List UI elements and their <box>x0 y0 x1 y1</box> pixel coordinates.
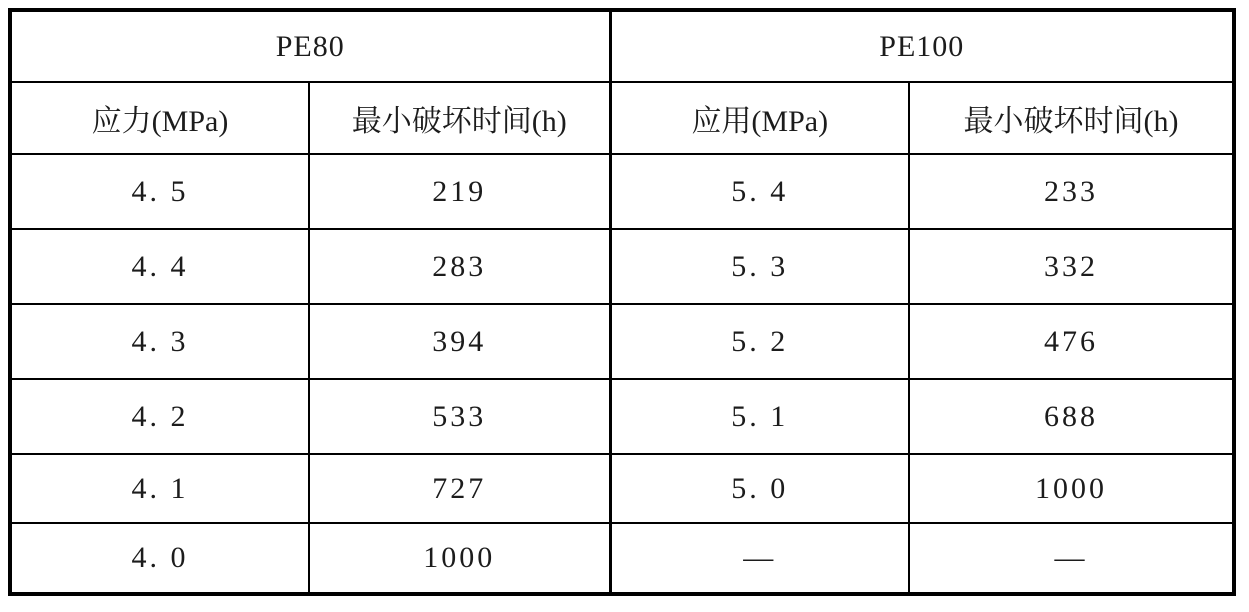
column-header-pe80-stress: 应力(MPa) <box>10 82 309 154</box>
table-cell: 219 <box>309 154 610 229</box>
table-cell: 476 <box>909 304 1234 379</box>
table-row <box>10 154 1234 229</box>
table-cell: — <box>610 523 909 594</box>
table-cell: 332 <box>909 229 1234 304</box>
table-cell: 1000 <box>909 454 1234 523</box>
table-cell: 5. 4 <box>610 154 909 229</box>
table-row <box>10 304 1234 379</box>
table-cell: 5. 3 <box>610 229 909 304</box>
table-row <box>10 379 1234 454</box>
table-cell: 283 <box>309 229 610 304</box>
column-header-pe80-min-failure-time: 最小破坏时间(h) <box>309 82 610 154</box>
table-cell: 5. 0 <box>610 454 909 523</box>
group-header-pe100: PE100 <box>610 10 1234 82</box>
table-cell: 727 <box>309 454 610 523</box>
pe-pipe-failure-time-table <box>8 8 1236 596</box>
table-cell: 4. 5 <box>10 154 309 229</box>
table-row <box>10 523 1234 594</box>
table-cell: 394 <box>309 304 610 379</box>
table-cell: 5. 1 <box>610 379 909 454</box>
table-row <box>10 10 1234 82</box>
column-header-pe100-min-failure-time: 最小破坏时间(h) <box>909 82 1234 154</box>
table-cell: 4. 0 <box>10 523 309 594</box>
table-cell: 4. 2 <box>10 379 309 454</box>
column-header-pe100-stress: 应用(MPa) <box>610 82 909 154</box>
table-cell: 533 <box>309 379 610 454</box>
table-cell: — <box>909 523 1234 594</box>
table-cell: 4. 3 <box>10 304 309 379</box>
table-row <box>10 82 1234 154</box>
table-cell: 688 <box>909 379 1234 454</box>
table-cell: 4. 4 <box>10 229 309 304</box>
table-row <box>10 454 1234 523</box>
table-cell: 4. 1 <box>10 454 309 523</box>
table-row <box>10 229 1234 304</box>
table-cell: 233 <box>909 154 1234 229</box>
group-header-pe80: PE80 <box>10 10 610 82</box>
table-cell: 1000 <box>309 523 610 594</box>
table-cell: 5. 2 <box>610 304 909 379</box>
